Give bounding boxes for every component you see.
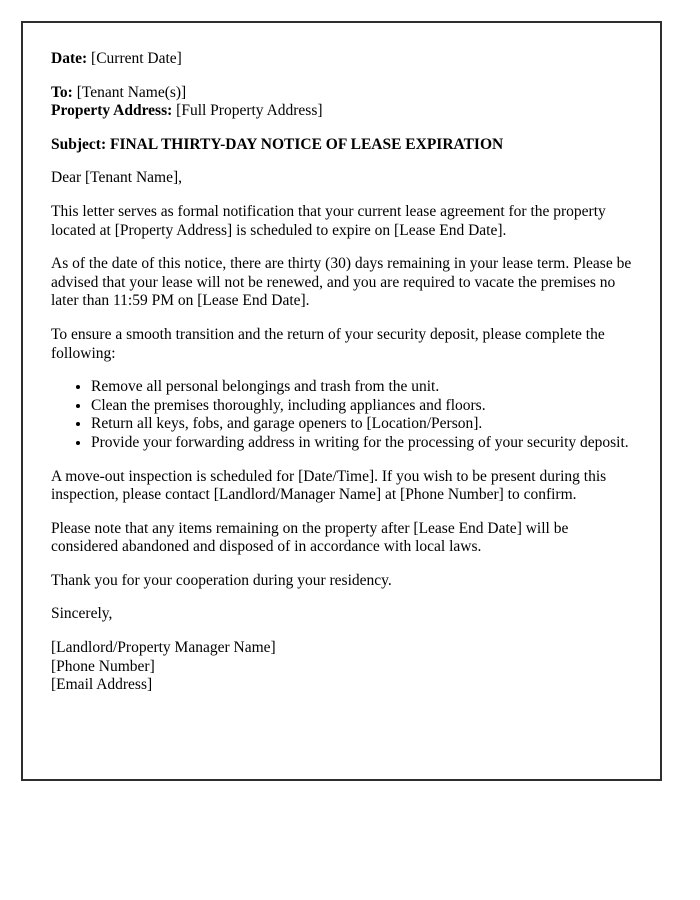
subject-value: FINAL THIRTY-DAY NOTICE OF LEASE EXPIRATION (109, 135, 504, 153)
recipient-block (51, 84, 632, 121)
salutation: Dear [Tenant Name], (51, 169, 183, 187)
closing: Sincerely, (51, 605, 113, 623)
paragraph-inspection: A move-out inspection is scheduled for [Date/Time]. If you wish to be present during this inspection, please contact [Landlord/Manager Name] at [Phone Number] to confirm. (51, 467, 607, 504)
signature-phone: [Phone Number] (51, 657, 155, 675)
to-value: [Tenant Name(s)] (76, 83, 187, 101)
paragraph-transition-intro: To ensure a smooth transition and the return of your security deposit, please complete the following: (51, 325, 605, 362)
paragraph-thirty-days: As of the date of this notice, there are thirty (30) days remaining in your lease term. Please be advised that your lease will not be renewed, and you are required to vacate the premises no later than 11:59 PM on [Lease End Date]. (51, 255, 632, 310)
subject-label: Subject: (51, 135, 107, 153)
signature-name: [Landlord/Property Manager Name] (51, 639, 276, 657)
date-label: Date: (51, 50, 88, 67)
checklist-item-clean: • Clean the premises thoroughly, including appliances and floors. (91, 397, 632, 416)
date-line (51, 50, 632, 69)
signature-block (51, 639, 632, 695)
date-value: [Current Date] (91, 50, 182, 67)
moveout-checklist (51, 378, 632, 452)
property-address-label: Property Address: (51, 102, 173, 120)
lease-expiration-letter (21, 21, 662, 781)
paragraph-thanks: Thank you for your cooperation during your residency. (51, 571, 392, 589)
checklist-item-belongings: • Remove all personal belongings and trash from the unit. (91, 378, 632, 397)
subject-line (51, 136, 632, 155)
paragraph-notification: This letter serves as formal notification that your current lease agreement for the property located at [Property Address] is scheduled to expire on [Lease End Date]. (51, 202, 606, 239)
checklist-item-keys: • Return all keys, fobs, and garage openers to [Location/Person]. (91, 415, 632, 434)
signature-email: [Email Address] (51, 676, 153, 694)
property-address-value: [Full Property Address] (176, 102, 323, 120)
checklist-item-forwarding-address: • Provide your forwarding address in writing for the processing of your security deposit. (91, 434, 632, 453)
paragraph-abandoned-items: Please note that any items remaining on the property after [Lease End Date] will be considered abandoned and disposed of in accordance with local laws. (51, 519, 569, 556)
to-label: To: (51, 83, 73, 101)
